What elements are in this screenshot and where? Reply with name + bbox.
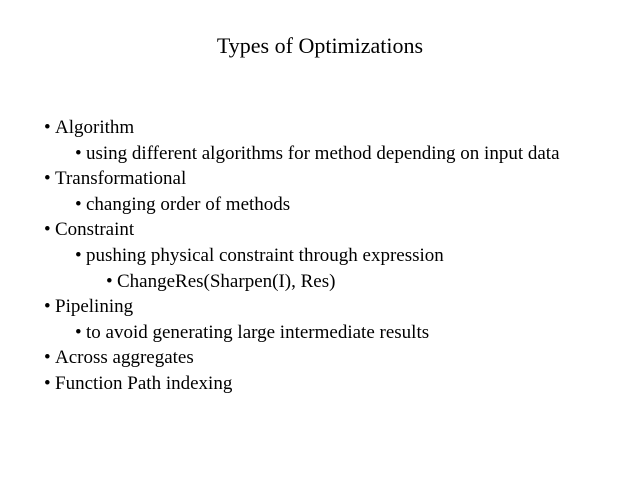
bullet-text: using different algorithms for method depending on input data [86, 142, 560, 164]
bullet-dot-icon: • [44, 372, 51, 394]
bullet-item [44, 371, 634, 397]
bullet-text: Transformational [55, 168, 187, 190]
bullet-text: to avoid generating large intermediate results [86, 321, 430, 343]
slide-title: Types of Optimizations [216, 33, 424, 58]
bullet-item [44, 294, 634, 320]
bullet-dot-icon: • [44, 219, 51, 241]
bullet-dot-icon: • [75, 193, 82, 215]
bullet-item [44, 217, 634, 243]
bullet-item [44, 269, 634, 295]
bullet-dot-icon: • [44, 168, 51, 190]
bullet-item [44, 243, 634, 269]
bullet-list [44, 115, 634, 397]
bullet-item [44, 192, 634, 218]
bullet-dot-icon: • [44, 296, 51, 318]
bullet-text: changing order of methods [86, 193, 291, 215]
bullet-dot-icon: • [75, 244, 82, 266]
bullet-dot-icon: • [106, 270, 113, 292]
bullet-item [44, 345, 634, 371]
bullet-dot-icon: • [75, 321, 82, 343]
bullet-text: Constraint [55, 219, 135, 241]
bullet-dot-icon: • [75, 142, 82, 164]
bullet-text: pushing physical constraint through expression [86, 244, 444, 266]
bullet-item [44, 166, 634, 192]
bullet-text: ChangeRes(Sharpen(I), Res) [117, 270, 336, 292]
bullet-text: Function Path indexing [55, 372, 233, 394]
bullet-dot-icon: • [44, 117, 51, 138]
bullet-item [44, 320, 634, 346]
bullet-text: Across aggregates [55, 347, 194, 369]
bullet-text: Algorithm [55, 117, 135, 138]
bullet-text: Pipelining [55, 296, 134, 318]
bullet-item [44, 115, 634, 141]
bullet-item [44, 141, 634, 167]
bullet-dot-icon: • [44, 347, 51, 369]
